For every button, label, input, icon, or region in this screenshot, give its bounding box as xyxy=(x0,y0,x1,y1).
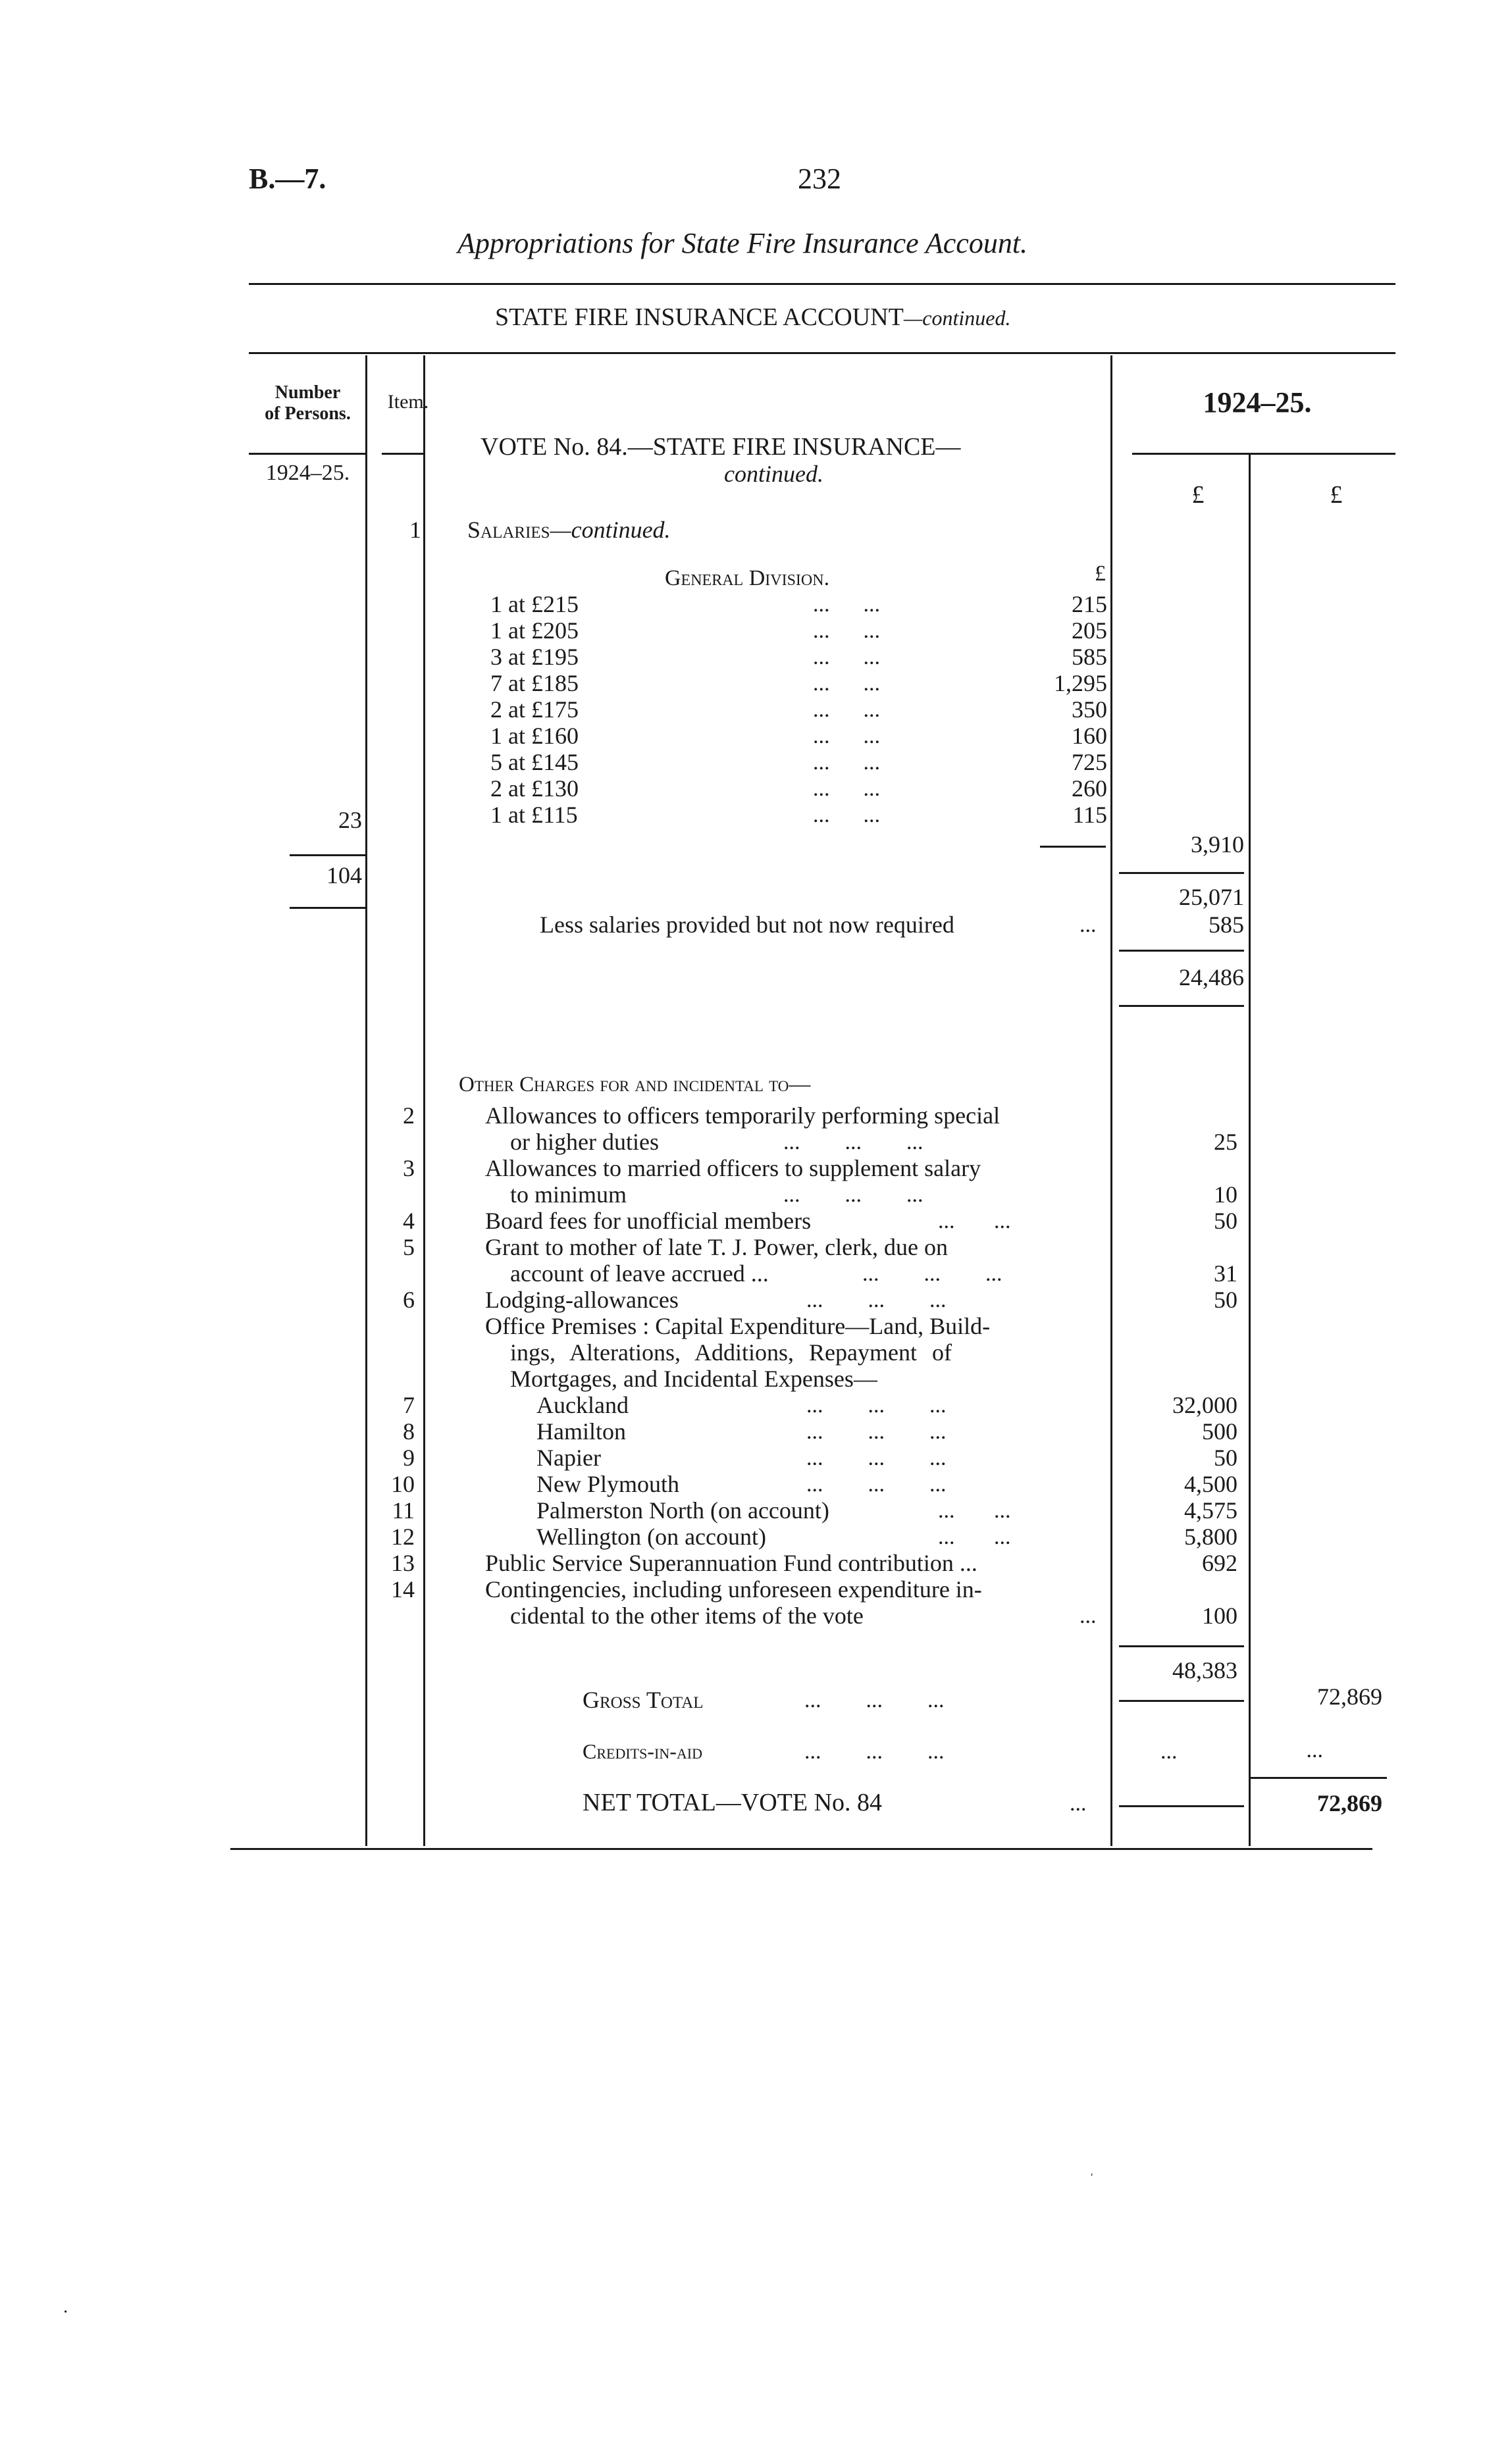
credits-in-aid-amount: ... xyxy=(1306,1738,1323,1762)
grade-amount: 160 xyxy=(1072,723,1107,749)
grade-label: 7 at £185 xyxy=(490,670,579,696)
grade-label: 1 at £160 xyxy=(490,723,579,749)
leader-dots: ... ... ... xyxy=(804,1739,945,1764)
contingencies-label: Contingencies, including unforeseen expenditure in- xyxy=(485,1576,982,1603)
item-number: 8 xyxy=(403,1418,415,1445)
premises-location: Auckland xyxy=(536,1392,629,1418)
item-number: 11 xyxy=(392,1497,415,1524)
persons-count: 23 xyxy=(338,807,362,833)
salaries-item-number: 1 xyxy=(409,517,421,543)
premises-location: New Plymouth xyxy=(536,1471,680,1497)
charge-label: Board fees for unofficial members xyxy=(485,1208,812,1234)
item-number: 4 xyxy=(403,1208,415,1234)
charge-label-continued: to minimum xyxy=(510,1181,627,1208)
persons-total: 104 xyxy=(326,862,362,888)
pound-header-total: £ xyxy=(1330,481,1343,509)
col-rule-persons xyxy=(365,355,367,1846)
charge-label-continued: account of leave accrued ... xyxy=(510,1260,769,1287)
premises-heading-continued: ings, Alterations, Additions, Repayment of xyxy=(510,1339,952,1366)
credits-in-aid-label: Credits-in-aid xyxy=(583,1739,702,1763)
grade-amount: 1,295 xyxy=(1054,670,1107,696)
gross-total-amount: 72,869 xyxy=(1317,1683,1382,1710)
grade-amount: 205 xyxy=(1072,617,1107,644)
leader-dots: ... ... xyxy=(813,803,880,827)
item-header: Item. xyxy=(387,391,429,413)
col-rule-item xyxy=(423,355,425,1846)
net-salaries-underline xyxy=(1119,1005,1244,1007)
leader-dots: ... ... ... xyxy=(806,1288,947,1312)
grade-amount: 725 xyxy=(1072,749,1107,775)
premises-amount: 500 xyxy=(1202,1418,1237,1445)
net-total-top-rule xyxy=(1249,1777,1387,1779)
vote-continued: continued. xyxy=(724,461,823,487)
charge-amount: 10 xyxy=(1214,1181,1237,1208)
grade-amount: 585 xyxy=(1072,644,1107,670)
leader-dots: ... xyxy=(1079,913,1097,937)
persons-header-rule xyxy=(249,453,365,455)
leader-dots: ... ... ... xyxy=(806,1420,947,1444)
item-number: 9 xyxy=(403,1445,415,1471)
page-number: 232 xyxy=(798,163,841,195)
item-number: 5 xyxy=(403,1234,415,1260)
section-title: STATE FIRE INSURANCE ACCOUNT—continued. xyxy=(495,303,1011,331)
contingencies-amount: 100 xyxy=(1202,1603,1237,1629)
less-salaries-label: Less salaries provided but not now required xyxy=(540,911,954,938)
grade-label: 2 at £130 xyxy=(490,775,579,802)
grade-label: 5 at £145 xyxy=(490,749,579,775)
premises-heading: Office Premises : Capital Expenditure—Land, Build- xyxy=(485,1313,991,1339)
persons-header-line1: Number xyxy=(274,382,341,403)
other-charges-heading: Other Charges for and incidental to— xyxy=(459,1073,811,1096)
grade-amount: 115 xyxy=(1072,802,1107,828)
year-header-rule xyxy=(1132,453,1395,455)
premises-location: Wellington (on account) xyxy=(536,1524,766,1550)
net-total-rule xyxy=(1119,1805,1244,1807)
premises-amount: 32,000 xyxy=(1172,1392,1237,1418)
item-header-rule xyxy=(382,453,423,455)
leader-dots: ... ... xyxy=(813,645,880,669)
year-header-right: 1924–25. xyxy=(1203,386,1312,419)
item-number: 14 xyxy=(391,1576,415,1603)
leader-dots: ... ... xyxy=(813,698,880,722)
charge-amount: 31 xyxy=(1214,1260,1237,1287)
leader-dots: ... ... ... xyxy=(806,1446,947,1470)
leader-dots: ... ... xyxy=(813,592,880,617)
gross-total-rule xyxy=(1119,1700,1244,1702)
leader-dots: ... ... xyxy=(813,777,880,801)
net-total-label: NET TOTAL—VOTE No. 84 xyxy=(583,1789,883,1816)
premises-amount: 50 xyxy=(1214,1445,1237,1471)
premises-amount: 5,800 xyxy=(1184,1524,1237,1550)
grade-amount: 215 xyxy=(1072,591,1107,617)
grade-amount: 260 xyxy=(1072,775,1107,802)
section-rule xyxy=(249,352,1395,354)
grade-label: 1 at £215 xyxy=(490,591,579,617)
leader-dots: ... ... ... xyxy=(806,1472,947,1497)
net-total-amount: 72,869 xyxy=(1317,1790,1382,1816)
leader-dots: ... ... xyxy=(813,619,880,643)
premises-location: Palmerston North (on account) xyxy=(536,1497,829,1524)
less-salaries-amount: 585 xyxy=(1209,911,1244,938)
grade-sum-rule xyxy=(1040,846,1106,848)
leader-dots: ... ... ... xyxy=(804,1688,945,1712)
premises-heading-continued: Mortgages, and Incidental Expenses— xyxy=(510,1366,877,1392)
charge-amount: 50 xyxy=(1214,1287,1237,1313)
other-charges-total: 48,383 xyxy=(1172,1657,1237,1683)
grade-label: 1 at £115 xyxy=(490,802,578,828)
leader-dots: ... ... xyxy=(813,724,880,748)
charge-label: Grant to mother of late T. J. Power, clerk, due on xyxy=(485,1234,949,1260)
general-division-pound: £ xyxy=(1095,561,1106,586)
persons-total-rule xyxy=(290,907,365,909)
subtotal-rule xyxy=(1119,872,1244,874)
item-number: 13 xyxy=(391,1550,415,1576)
contingencies-label-continued: cidental to the other items of the vote xyxy=(510,1603,864,1629)
gross-salaries: 25,071 xyxy=(1179,884,1244,910)
leader-dots: ... xyxy=(1079,1604,1097,1628)
leader-dots: ... ... xyxy=(938,1525,1011,1549)
charge-label: Lodging-allowances xyxy=(485,1287,679,1313)
item-number: 6 xyxy=(403,1287,415,1313)
net-salaries: 24,486 xyxy=(1179,964,1244,990)
other-charges-sum-rule xyxy=(1119,1645,1244,1647)
item-number: 2 xyxy=(403,1102,415,1129)
item-number: 7 xyxy=(403,1392,415,1418)
leader-dots: ... ... ... xyxy=(862,1262,1002,1286)
col-rule-detail xyxy=(1110,355,1112,1846)
net-salaries-rule xyxy=(1119,950,1244,952)
credits-subtotal-dots: ... xyxy=(1160,1739,1178,1764)
grade-label: 1 at £205 xyxy=(490,617,579,644)
charge-amount: 50 xyxy=(1214,1208,1237,1234)
superannuation-amount: 692 xyxy=(1202,1550,1237,1576)
general-division-heading: General Division. xyxy=(665,566,830,590)
premises-amount: 4,500 xyxy=(1184,1471,1237,1497)
grade-label: 3 at £195 xyxy=(490,644,579,670)
charge-label: Allowances to married officers to supplement salary xyxy=(485,1155,981,1181)
superannuation-label: Public Service Superannuation Fund contribution ... xyxy=(485,1550,977,1576)
item-number: 3 xyxy=(403,1155,415,1181)
leader-dots: ... ... ... xyxy=(806,1393,947,1418)
stray-mark: · xyxy=(63,2302,69,2323)
leader-dots: ... ... xyxy=(938,1209,1011,1233)
bottom-rule xyxy=(230,1848,1372,1850)
premises-location: Napier xyxy=(536,1445,601,1471)
leader-dots: ... ... xyxy=(938,1499,1011,1523)
leader-dots: ... ... xyxy=(813,671,880,696)
page-title: Appropriations for State Fire Insurance Account. xyxy=(457,227,1028,259)
charge-amount: 25 xyxy=(1214,1129,1237,1155)
gross-total-label: Gross Total xyxy=(583,1687,704,1713)
leader-dots: ... ... ... xyxy=(783,1183,923,1207)
leader-dots: ... ... xyxy=(813,750,880,775)
col-rule-subtotal xyxy=(1249,454,1251,1846)
grade-subtotal: 3,910 xyxy=(1191,831,1244,858)
item-number: 10 xyxy=(391,1471,415,1497)
persons-header-line2: of Persons. xyxy=(265,403,351,424)
vote-title: VOTE No. 84.—STATE FIRE INSURANCE— xyxy=(481,433,961,461)
premises-amount: 4,575 xyxy=(1184,1497,1237,1524)
salaries-heading: Salaries—continued. xyxy=(467,517,671,543)
year-header-left: 1924–25. xyxy=(265,461,350,485)
header-rule xyxy=(249,283,1395,285)
charge-label-continued: or higher duties xyxy=(510,1129,659,1155)
charge-label: Allowances to officers temporarily performing special xyxy=(485,1102,1001,1129)
grade-amount: 350 xyxy=(1072,696,1107,723)
persons-sum-rule xyxy=(290,854,365,856)
leader-dots: ... xyxy=(1070,1791,1087,1816)
item-number: 12 xyxy=(391,1524,415,1550)
stray-mark: ˈ xyxy=(1089,2170,1095,2187)
doc-reference: B.—7. xyxy=(249,163,326,195)
premises-location: Hamilton xyxy=(536,1418,626,1445)
grade-label: 2 at £175 xyxy=(490,696,579,723)
pound-header-subtotal: £ xyxy=(1191,481,1205,509)
leader-dots: ... ... ... xyxy=(783,1130,923,1154)
